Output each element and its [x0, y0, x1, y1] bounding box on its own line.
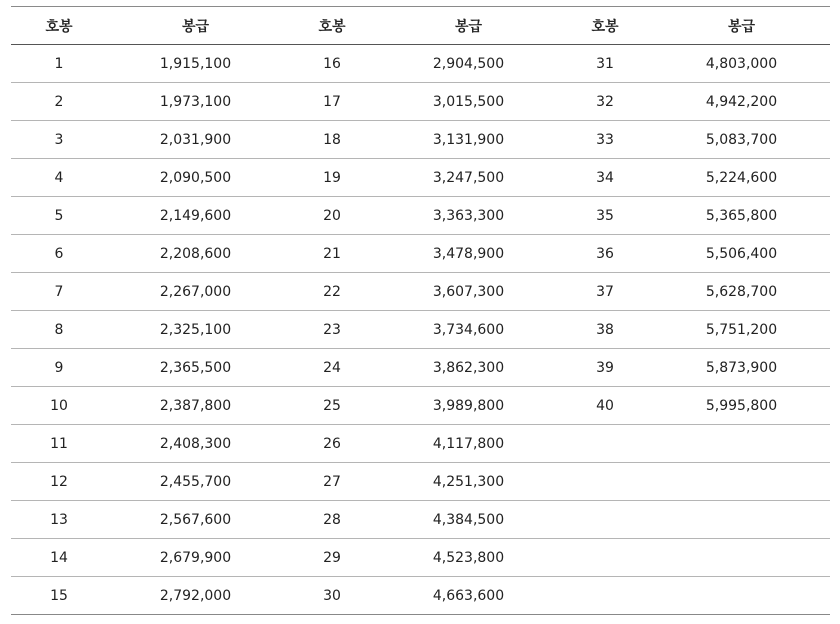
salary-cell: 2,325,100	[107, 311, 284, 349]
salary-cell	[653, 425, 830, 463]
salary-table	[11, 6, 830, 615]
step-cell: 5	[11, 197, 107, 235]
step-cell: 13	[11, 501, 107, 539]
salary-header-3: 봉급	[653, 7, 830, 45]
table-body	[11, 45, 830, 615]
step-cell: 36	[557, 235, 653, 273]
step-cell: 37	[557, 273, 653, 311]
step-cell	[557, 501, 653, 539]
step-cell: 24	[284, 349, 380, 387]
step-cell: 19	[284, 159, 380, 197]
salary-cell: 5,751,200	[653, 311, 830, 349]
step-cell: 10	[11, 387, 107, 425]
salary-cell: 3,247,500	[380, 159, 557, 197]
salary-cell: 2,792,000	[107, 577, 284, 615]
salary-cell: 5,506,400	[653, 235, 830, 273]
step-cell: 26	[284, 425, 380, 463]
table-row	[11, 463, 830, 501]
step-cell: 4	[11, 159, 107, 197]
table-row	[11, 83, 830, 121]
salary-header-2: 봉급	[380, 7, 557, 45]
salary-cell: 5,995,800	[653, 387, 830, 425]
salary-cell: 2,090,500	[107, 159, 284, 197]
salary-cell: 2,267,000	[107, 273, 284, 311]
step-cell: 34	[557, 159, 653, 197]
step-cell: 6	[11, 235, 107, 273]
table-row	[11, 45, 830, 83]
salary-cell: 5,628,700	[653, 273, 830, 311]
step-cell: 38	[557, 311, 653, 349]
table-row	[11, 501, 830, 539]
salary-cell: 4,942,200	[653, 83, 830, 121]
step-cell: 7	[11, 273, 107, 311]
step-cell: 14	[11, 539, 107, 577]
salary-cell: 3,862,300	[380, 349, 557, 387]
step-cell: 35	[557, 197, 653, 235]
step-cell: 22	[284, 273, 380, 311]
step-header-1: 호봉	[11, 7, 107, 45]
table-header	[11, 7, 830, 45]
step-cell: 20	[284, 197, 380, 235]
step-cell: 40	[557, 387, 653, 425]
header-row	[11, 7, 830, 45]
table-row	[11, 425, 830, 463]
step-cell: 17	[284, 83, 380, 121]
salary-cell: 2,904,500	[380, 45, 557, 83]
table-row	[11, 121, 830, 159]
step-cell: 18	[284, 121, 380, 159]
salary-cell: 4,523,800	[380, 539, 557, 577]
salary-cell	[653, 501, 830, 539]
salary-cell: 4,251,300	[380, 463, 557, 501]
salary-cell: 2,387,800	[107, 387, 284, 425]
step-cell: 16	[284, 45, 380, 83]
salary-cell: 2,567,600	[107, 501, 284, 539]
salary-cell: 2,679,900	[107, 539, 284, 577]
salary-cell: 1,915,100	[107, 45, 284, 83]
table-row	[11, 577, 830, 615]
step-cell: 11	[11, 425, 107, 463]
table-row	[11, 235, 830, 273]
salary-cell: 3,131,900	[380, 121, 557, 159]
step-cell: 12	[11, 463, 107, 501]
salary-cell: 2,455,700	[107, 463, 284, 501]
salary-cell: 3,478,900	[380, 235, 557, 273]
salary-cell: 2,365,500	[107, 349, 284, 387]
step-cell: 27	[284, 463, 380, 501]
step-header-2: 호봉	[284, 7, 380, 45]
table-row	[11, 349, 830, 387]
step-cell: 9	[11, 349, 107, 387]
salary-cell: 5,365,800	[653, 197, 830, 235]
step-cell	[557, 463, 653, 501]
step-cell: 33	[557, 121, 653, 159]
step-cell	[557, 539, 653, 577]
salary-cell	[653, 577, 830, 615]
salary-cell: 5,224,600	[653, 159, 830, 197]
step-cell: 30	[284, 577, 380, 615]
step-cell: 29	[284, 539, 380, 577]
salary-cell: 5,873,900	[653, 349, 830, 387]
step-cell: 23	[284, 311, 380, 349]
step-cell: 31	[557, 45, 653, 83]
salary-cell: 1,973,100	[107, 83, 284, 121]
table-row	[11, 387, 830, 425]
step-cell: 2	[11, 83, 107, 121]
salary-cell: 3,607,300	[380, 273, 557, 311]
salary-cell: 3,989,800	[380, 387, 557, 425]
salary-cell: 4,117,800	[380, 425, 557, 463]
step-cell: 32	[557, 83, 653, 121]
step-cell	[557, 425, 653, 463]
step-header-3: 호봉	[557, 7, 653, 45]
table-row	[11, 539, 830, 577]
salary-cell: 2,031,900	[107, 121, 284, 159]
step-cell: 21	[284, 235, 380, 273]
salary-cell: 3,363,300	[380, 197, 557, 235]
step-cell: 39	[557, 349, 653, 387]
salary-cell: 2,208,600	[107, 235, 284, 273]
step-cell: 1	[11, 45, 107, 83]
salary-header-1: 봉급	[107, 7, 284, 45]
salary-cell: 2,408,300	[107, 425, 284, 463]
step-cell: 28	[284, 501, 380, 539]
salary-cell: 3,734,600	[380, 311, 557, 349]
salary-cell: 4,663,600	[380, 577, 557, 615]
step-cell: 25	[284, 387, 380, 425]
salary-cell	[653, 463, 830, 501]
table-row	[11, 197, 830, 235]
salary-cell: 4,803,000	[653, 45, 830, 83]
salary-cell: 3,015,500	[380, 83, 557, 121]
step-cell: 8	[11, 311, 107, 349]
table-row	[11, 159, 830, 197]
salary-cell	[653, 539, 830, 577]
table-row	[11, 273, 830, 311]
salary-cell: 4,384,500	[380, 501, 557, 539]
step-cell: 15	[11, 577, 107, 615]
step-cell	[557, 577, 653, 615]
step-cell: 3	[11, 121, 107, 159]
salary-cell: 5,083,700	[653, 121, 830, 159]
table-row	[11, 311, 830, 349]
salary-cell: 2,149,600	[107, 197, 284, 235]
